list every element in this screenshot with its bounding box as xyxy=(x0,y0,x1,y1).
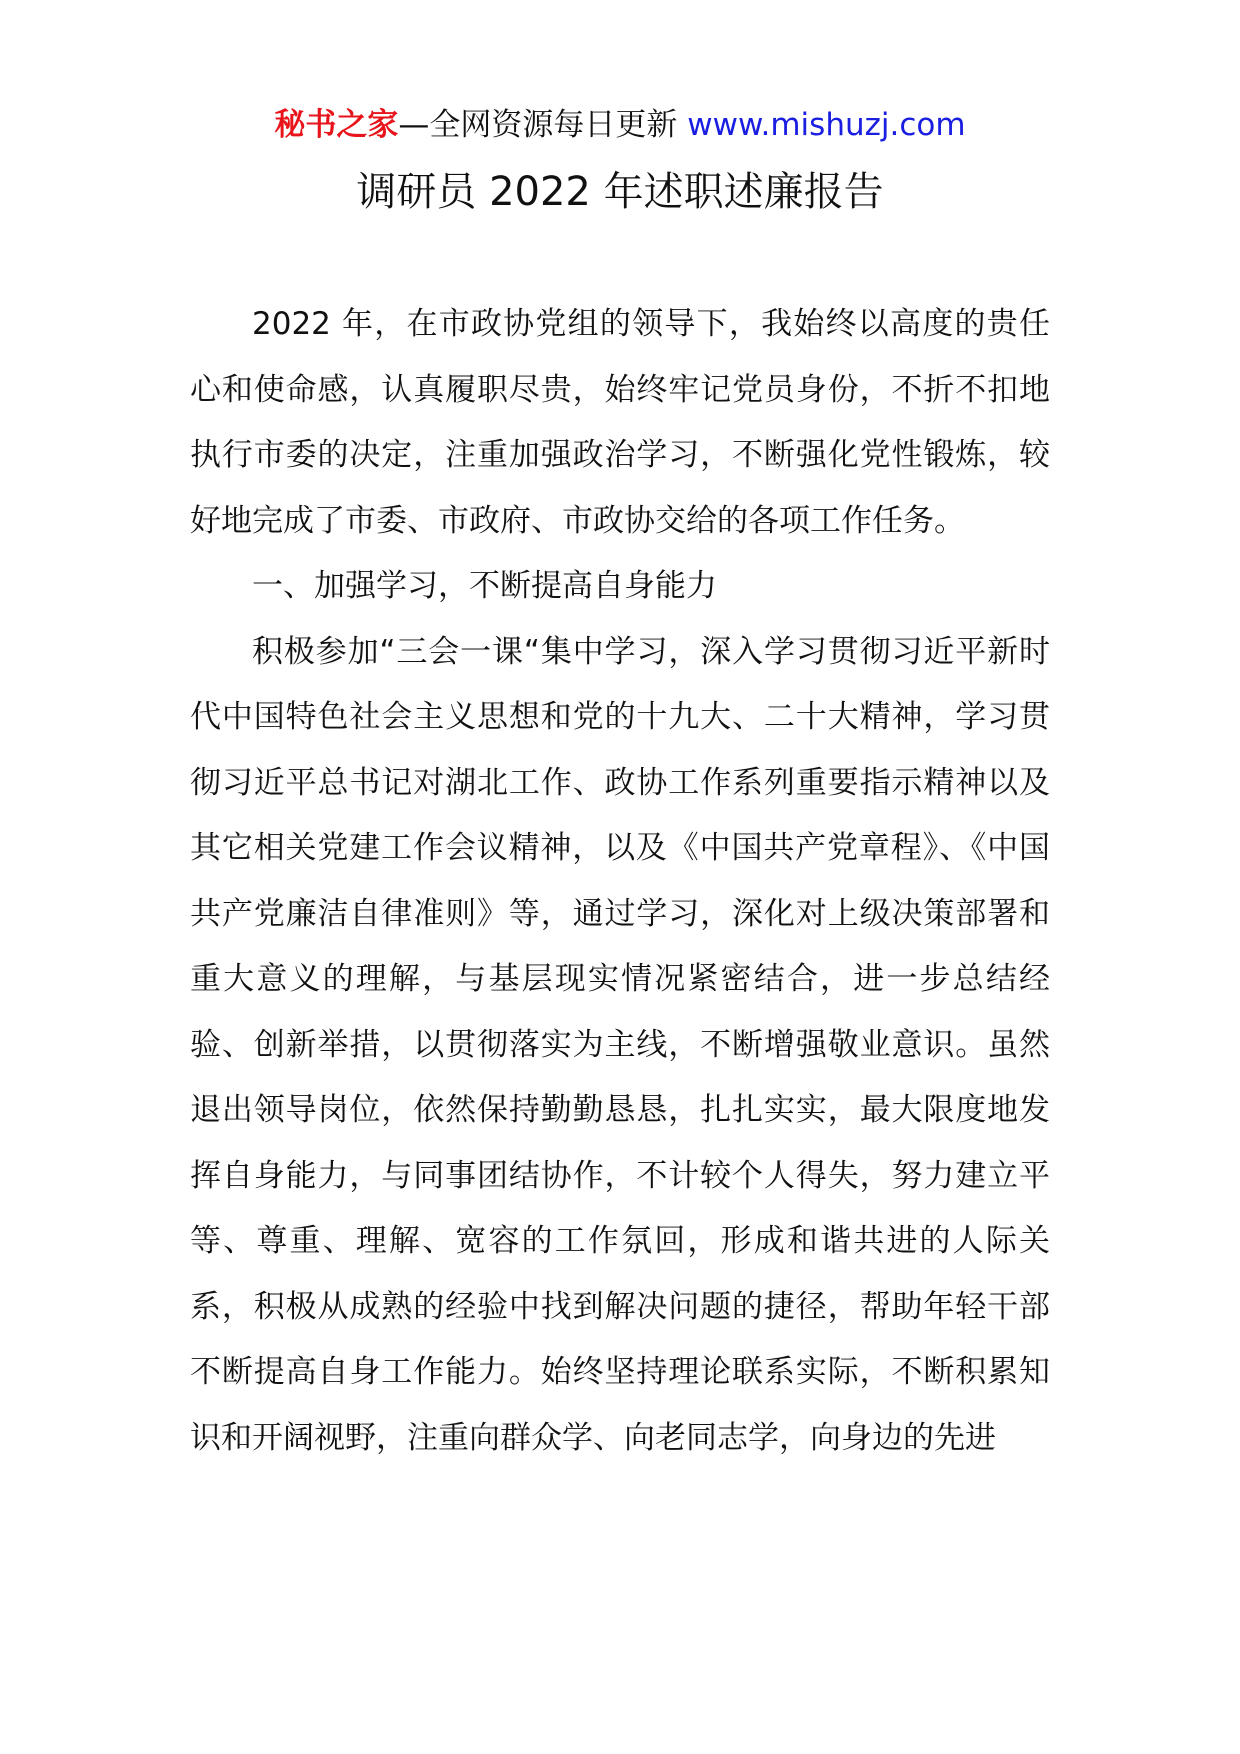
section-paragraph: 积极参加“三会一课“集中学习，深入学习贯彻习近平新时代中国特色社会主义思想和党的十九大、二十大精神，学习贯彻习近平总书记对湖北工作、政协工作系列重要指示精神以及其它相关党建工作会议精神，以及《中国共产党章程》、《中国共产党廉洁自律准则》等，通过学习，深化对上级决策部署和重大意义的理解，与基层现实情况紧密结合，进一步总结经验、创新举措，以贯彻落实为主线，不断增强敬业意识。虽然退出领导岗位，依然保持勤勤恳恳，扎扎实实，最大限度地发挥自身能力，与同事团结协作，不计较个人得失，努力建立平等、尊重、理解、宽容的工作氛回，形成和谐共进的人际关系，积极从成熟的经验中找到解决问题的捷径，帮助年轻干部不断提高自身工作能力。始终坚持理论联系实际，不断积累知识和开阔视野，注重向群众学、向老同志学，向身边的先进 xyxy=(190,633,1050,1456)
document-body xyxy=(190,292,1050,1471)
site-brand: 秘书之家 xyxy=(274,107,399,143)
site-header xyxy=(0,103,1240,147)
site-url-link[interactable]: www.mishuzj.com xyxy=(687,107,966,143)
document-title: 调研员 2022 年述职述廉报告 xyxy=(356,169,884,215)
intro-paragraph: 2022 年，在市政协党组的领导下，我始终以高度的贵任心和使命感，认真履职尽贵，始终牢记党员身份，不折不扣地执行市委的决定，注重加强政治学习，不断强化党性锻炼，较好地完成了市委、市政府、市政协交给的各项工作任务。 xyxy=(190,306,1050,539)
site-slogan: —全网资源每日更新 xyxy=(398,107,688,143)
section-heading: 一、加强学习，不断提高自身能力 xyxy=(252,568,717,604)
